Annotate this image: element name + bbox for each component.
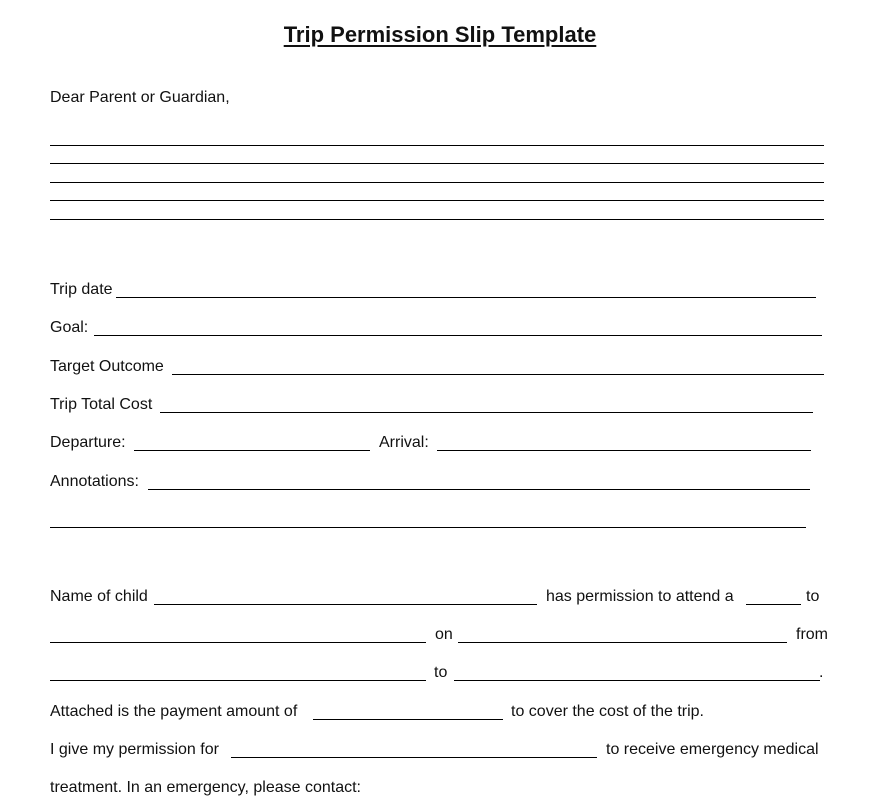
from-time-field[interactable] bbox=[50, 680, 426, 681]
salutation: Dear Parent or Guardian, bbox=[50, 89, 230, 106]
to-text-1: to bbox=[806, 588, 820, 605]
from-text: from bbox=[796, 626, 828, 643]
arrival-label: Arrival: bbox=[379, 434, 429, 451]
payment-amount-field[interactable] bbox=[313, 719, 503, 720]
destination-field[interactable] bbox=[50, 642, 426, 643]
departure-field[interactable] bbox=[134, 450, 370, 451]
give-permission-text: I give my permission for bbox=[50, 741, 219, 758]
arrival-field[interactable] bbox=[437, 450, 811, 451]
permission-for-field[interactable] bbox=[231, 757, 597, 758]
end-period: . bbox=[819, 664, 824, 681]
name-of-child-label: Name of child bbox=[50, 588, 148, 605]
receive-emergency-text: to receive emergency medical bbox=[606, 741, 819, 758]
goal-field[interactable] bbox=[94, 335, 822, 336]
attached-payment-text: Attached is the payment amount of bbox=[50, 703, 298, 720]
departure-label: Departure: bbox=[50, 434, 126, 451]
goal-label: Goal: bbox=[50, 319, 89, 336]
treatment-contact-text: treatment. In an emergency, please contact: bbox=[50, 779, 361, 796]
message-line-4[interactable] bbox=[50, 200, 824, 201]
trip-date-field[interactable] bbox=[116, 297, 816, 298]
message-line-2[interactable] bbox=[50, 163, 824, 164]
to-text-2: to bbox=[434, 664, 448, 681]
target-outcome-field[interactable] bbox=[172, 374, 824, 375]
name-of-child-field[interactable] bbox=[154, 604, 537, 605]
message-line-3[interactable] bbox=[50, 182, 824, 183]
annotations-label: Annotations: bbox=[50, 473, 139, 490]
date-field[interactable] bbox=[458, 642, 787, 643]
trip-total-cost-label: Trip Total Cost bbox=[50, 396, 153, 413]
annotations-field[interactable] bbox=[148, 489, 810, 490]
to-time-field[interactable] bbox=[454, 680, 820, 681]
trip-date-label: Trip date bbox=[50, 281, 113, 298]
target-outcome-label: Target Outcome bbox=[50, 358, 164, 375]
event-field[interactable] bbox=[746, 604, 801, 605]
cover-cost-text: to cover the cost of the trip. bbox=[511, 703, 704, 720]
on-text: on bbox=[435, 626, 453, 643]
trip-total-cost-field[interactable] bbox=[160, 412, 813, 413]
document-title: Trip Permission Slip Template bbox=[283, 22, 597, 47]
message-line-1[interactable] bbox=[50, 145, 824, 146]
annotations-field-line-2[interactable] bbox=[50, 527, 806, 528]
message-line-5[interactable] bbox=[50, 219, 824, 220]
has-permission-text: has permission to attend a bbox=[546, 588, 734, 605]
